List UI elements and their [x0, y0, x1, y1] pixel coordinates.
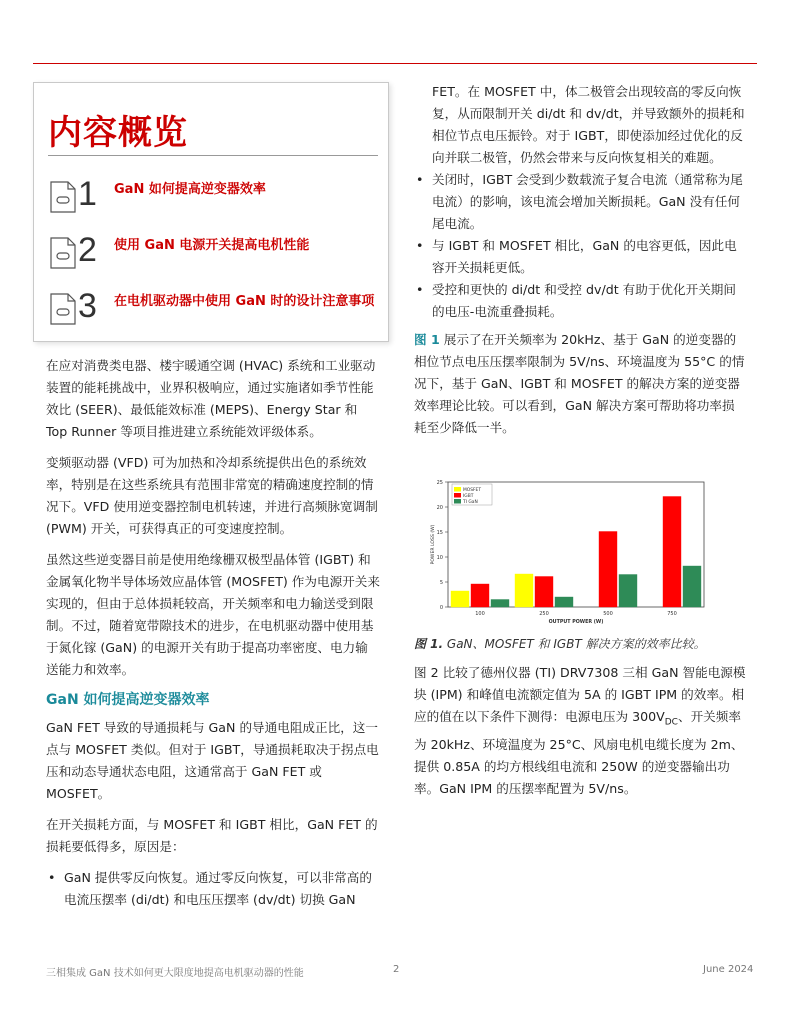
bar-ti-gan — [555, 597, 573, 607]
toc-number: 2 — [78, 231, 97, 269]
right-column-lower — [414, 662, 750, 809]
y-tick-label: 25 — [436, 480, 443, 486]
toc-number: 3 — [78, 287, 97, 325]
y-tick-label: 0 — [439, 605, 443, 611]
toc-number: 1 — [78, 175, 97, 213]
bullet-continuation: FET。在 MOSFET 中，体二极管会出现较高的零反向恢复，从而限制开关 di/dt 和 dv/dt，并导致额外的损耗和相位节点电压振铃。对于 IGBT，即使添加经过优化的反向并联二极管，仍然会带来与反向恢复相关的难题。 — [432, 84, 745, 165]
bullet-list — [46, 867, 380, 911]
document-link-icon — [50, 181, 76, 213]
y-axis-label: POWER LOSS (W) — [431, 524, 436, 565]
paragraph: 在应对消费类电器、楼宇暖通空调 (HVAC) 系统和工业驱动装置的能耗挑战中，业界积极响应，通过实施诸如季节性能效比 (SEER)、最低能效标准 (MEPS)、Energy Star 和 Top Runner 等项目推进建立系统能效评级体系。 — [46, 358, 376, 439]
bullet-item: • 受控和更快的 di/dt 和受控 dv/dt 有助于优化开关期间的电压-电流重叠损耗。 — [414, 279, 746, 323]
x-axis-label: OUTPUT POWER (W) — [548, 620, 604, 625]
y-tick-label: 10 — [436, 555, 443, 561]
paragraph: GaN FET 导致的导通损耗与 GaN 的导通电阻成正比，这一点与 MOSFET 类似。但对于 IGBT，导通损耗取决于拐点电压和动态导通状态电阻，这通常高于 GaN FET 或 MOSFET。 — [46, 720, 379, 801]
bar-ti-gan — [619, 575, 637, 608]
paragraph: 在开关损耗方面，与 MOSFET 和 IGBT 相比，GaN FET 的损耗要低得多，原因是： — [46, 817, 378, 854]
y-tick-label: 5 — [439, 580, 443, 586]
bullet-item: • 与 IGBT 和 MOSFET 相比，GaN 的电容更低，因此电容开关损耗更低。 — [414, 235, 746, 279]
legend-swatch — [454, 493, 461, 498]
left-column — [46, 355, 380, 911]
footer-date: June 2024 — [703, 964, 754, 975]
bullet-list — [414, 169, 746, 323]
bar-ti-gan — [491, 600, 509, 608]
bullet-item: • 关闭时，IGBT 会受到少数载流子复合电流（通常称为尾电流）的影响，该电流会增加关断损耗。GaN 没有任何尾电流。 — [414, 169, 746, 235]
bar-ti-gan — [683, 566, 701, 607]
footer-document-title: 三相集成 GaN 技术如何更大限度地提高电机驱动器的性能 — [46, 968, 304, 979]
x-tick-label: 750 — [667, 611, 677, 617]
paragraph: 变频驱动器 (VFD) 可为加热和冷却系统提供出色的系统效率，特别是在这些系统具有范围非常宽的精确速度控制的情况下。VFD 使用逆变器控制电机转速，并进行高频脉宽调制 (PWM) 开关，可获得真正的可变速度控制。 — [46, 455, 378, 536]
caption-label: 图 1. — [414, 637, 444, 651]
bar-igbt — [471, 584, 489, 607]
right-column — [414, 81, 746, 448]
paragraph-text: 图 2 比较了德州仪器 (TI) DRV7308 三相 GaN 智能电源模块 (IPM) 和峰值电流额定值为 5A 的 IGBT IPM 的效率。相应的值在以下条件下测得：电源电压为 300V — [414, 665, 746, 724]
y-tick-label: 20 — [436, 505, 443, 511]
bar-mosfet — [515, 574, 533, 607]
legend-label: TI GaN — [463, 500, 478, 505]
bar-mosfet — [451, 591, 469, 607]
figure-reference-link[interactable]: 图 1 — [414, 332, 440, 347]
toc-text: 使用 GaN 电源开关提高电机性能 — [114, 238, 310, 253]
subscript: DC — [664, 717, 678, 728]
paragraph: 虽然这些逆变器目前是使用绝缘栅双极型晶体管 (IGBT) 和金属氧化物半导体场效应晶体管 (MOSFET) 作为电源开关来实现的，但由于总体损耗较高，开关频率和电力输送受到限制。不过，随着宽带隙技术的进步，在电机驱动器中使用基于氮化镓 (GaN) 的电源开关有助于提高功率密度、电力输送能力和效率。 — [46, 552, 380, 677]
paragraph — [414, 662, 750, 800]
bar-igbt — [599, 532, 617, 608]
footer-page-number: 2 — [393, 964, 400, 975]
power-loss-bar-chart — [414, 474, 714, 630]
legend-swatch — [454, 487, 461, 492]
caption-text: GaN、MOSFET 和 IGBT 解决方案的效率比较。 — [443, 637, 706, 651]
toc-text: GaN 如何提高逆变器效率 — [114, 182, 266, 197]
contents-overview-box — [33, 82, 389, 342]
x-tick-label: 500 — [603, 611, 613, 617]
legend-swatch — [454, 499, 461, 504]
paragraph — [414, 329, 746, 439]
legend-label: MOSFET — [463, 488, 482, 493]
document-link-icon — [50, 293, 76, 325]
bar-igbt — [663, 497, 681, 608]
bullet-item: • GaN 提供零反向恢复。通过零反向恢复，可以非常高的电流压摆率 (di/dt) 和电压压摆率 (dv/dt) 切换 GaN — [46, 867, 380, 911]
figure-caption — [414, 635, 706, 652]
x-tick-label: 100 — [475, 611, 485, 617]
overview-divider — [48, 155, 378, 156]
overview-title: 内容概览 — [48, 113, 188, 153]
paragraph-text: 展示了在开关频率为 20kHz、基于 GaN 的逆变器的相位节点电压压摆率限制为 5V/ns、环境温度为 55°C 的情况下，基于 GaN、IGBT 和 MOSFET 的解决方案的逆变器效率理论比较。可以看到，GaN 解决方案可帮助将功率损耗至少降低一半。 — [414, 332, 745, 435]
document-link-icon — [50, 237, 76, 269]
x-tick-label: 250 — [539, 611, 549, 617]
y-tick-label: 15 — [436, 530, 443, 536]
toc-item-3[interactable] — [50, 289, 380, 335]
legend-label: IGBT — [463, 494, 474, 499]
toc-item-1[interactable] — [50, 177, 380, 223]
header-rule — [33, 63, 757, 64]
section-heading: GaN 如何提高逆变器效率 — [46, 692, 210, 708]
paragraph-text: 、开关频率为 20kHz、环境温度为 25°C、风扇电机电缆长度为 2m、提供 0.85A 的均方根线组电流和 250W 的逆变器输出功率。GaN IPM 的压摆率配置为 5V/ns。 — [414, 709, 744, 796]
bar-igbt — [535, 577, 553, 608]
toc-item-2[interactable] — [50, 233, 380, 279]
toc-text: 在电机驱动器中使用 GaN 时的设计注意事项 — [114, 294, 375, 309]
